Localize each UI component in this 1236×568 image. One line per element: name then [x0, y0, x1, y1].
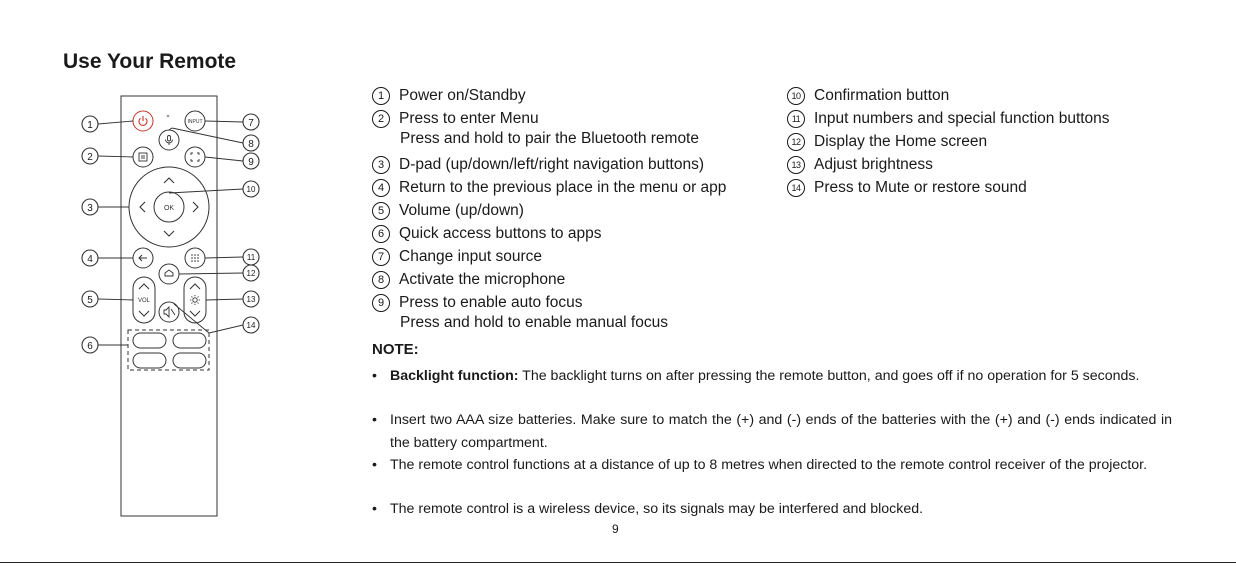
legend-number: 10	[787, 87, 805, 105]
app-button-4	[173, 353, 206, 368]
mic-led	[167, 115, 170, 118]
legend-item-5	[372, 199, 524, 222]
app-button-2	[173, 333, 206, 348]
page-title: Use Your Remote	[63, 50, 237, 73]
callout-11: 11	[246, 253, 256, 262]
dpad-right	[193, 202, 198, 212]
legend-text: Change input source	[399, 248, 543, 265]
home-button	[159, 264, 179, 284]
callout-3: 3	[87, 203, 93, 214]
legend-text: Confirmation button	[814, 87, 950, 104]
legend-text: Display the Home screen	[814, 133, 988, 150]
bullet: •	[372, 412, 377, 428]
callout-7: 7	[248, 118, 254, 129]
dpad-left	[140, 202, 145, 212]
note-item-2	[372, 409, 1172, 454]
legend-text: Power on/Standby	[399, 87, 526, 104]
legend-item-3	[372, 153, 704, 176]
legend-item-14	[787, 176, 1027, 199]
note-item-4	[372, 498, 1172, 521]
volume-up	[139, 284, 149, 289]
dpad-down	[164, 231, 174, 236]
legend-item-2-line-2: Press and hold to pair the Bluetooth remote	[400, 130, 699, 147]
vol-label: VOL	[137, 298, 151, 304]
input-button-label: INPUT	[187, 119, 203, 125]
legend-text: Press to enter Menu	[399, 110, 539, 127]
back-arrow-icon	[139, 255, 147, 261]
legend-item-10	[787, 84, 949, 107]
callout-12: 12	[246, 269, 256, 278]
note-text: Insert two AAA size batteries. Make sure to match the (+) and (-) ends of the batteries with the (+) and (-) ends indicated in the battery compartment.	[390, 412, 1172, 451]
legend-number: 7	[372, 248, 390, 266]
numbers-icon	[191, 254, 199, 262]
note-text: The backlight turns on after pressing the remote button, and goes off if no operation for 5 seconds.	[518, 368, 1140, 384]
legend-number: 11	[787, 110, 805, 128]
legend-text: Adjust brightness	[814, 156, 933, 173]
legend-number: 1	[372, 87, 390, 105]
callout-13: 13	[246, 295, 256, 304]
bullet: •	[372, 501, 377, 517]
remote-body	[121, 96, 217, 516]
menu-icon	[139, 153, 147, 161]
brightness-icon	[190, 295, 200, 305]
callout-2: 2	[87, 152, 93, 163]
legend-text: Volume (up/down)	[399, 202, 524, 219]
note-item-1	[372, 365, 1172, 388]
app-button-1	[133, 333, 166, 348]
brightness-up	[190, 284, 200, 289]
menu-button	[133, 147, 153, 167]
legend-item-4	[372, 176, 726, 199]
legend-number: 12	[787, 133, 805, 151]
bullet: •	[372, 457, 377, 473]
legend-number: 6	[372, 225, 390, 243]
legend-item-9-line-2: Press and hold to enable manual focus	[400, 314, 668, 331]
legend-number: 14	[787, 179, 805, 197]
page-number: 9	[612, 522, 619, 536]
focus-button	[185, 147, 205, 167]
legend-text: Press to enable auto focus	[399, 294, 583, 311]
microphone-icon	[166, 136, 173, 146]
callout-9: 9	[248, 157, 254, 168]
note-text: The remote control functions at a distance of up to 8 metres when directed to the remote control receiver of the projector.	[390, 457, 1148, 473]
volume-down	[139, 311, 149, 316]
home-icon	[165, 270, 173, 276]
mute-icon	[164, 307, 175, 317]
ok-button-label: OK	[163, 205, 175, 212]
callout-10: 10	[246, 185, 256, 194]
legend-number: 5	[372, 202, 390, 220]
legend-item-7	[372, 245, 542, 268]
focus-icon	[191, 153, 199, 161]
callout-1: 1	[87, 120, 93, 131]
legend-number: 13	[787, 156, 805, 174]
callout-4: 4	[87, 254, 93, 265]
legend-item-12	[787, 130, 987, 153]
note-item-3	[372, 454, 1172, 477]
note-heading: NOTE:	[372, 341, 419, 358]
legend-number: 3	[372, 156, 390, 174]
legend-item-6	[372, 222, 601, 245]
legend-item-8	[372, 268, 565, 291]
callout-numbers	[87, 118, 256, 352]
legend-number: 8	[372, 271, 390, 289]
note-bold-label: Backlight function:	[390, 368, 519, 384]
legend-number: 4	[372, 179, 390, 197]
legend-text: Activate the microphone	[399, 271, 566, 288]
legend-text: Input numbers and special function buttons	[814, 110, 1110, 127]
legend-item-1	[372, 84, 526, 107]
microphone-button	[159, 130, 179, 150]
callout-14: 14	[246, 321, 256, 330]
callout-6: 6	[87, 341, 93, 352]
callout-lines	[98, 121, 243, 345]
legend-text: D-pad (up/down/left/right navigation buttons)	[399, 156, 705, 173]
legend-item-13	[787, 153, 933, 176]
app-button-3	[133, 353, 166, 368]
legend-text: Quick access buttons to apps	[399, 225, 602, 242]
quick-access-area	[128, 330, 209, 370]
bullet: •	[372, 368, 377, 384]
legend-number: 9	[372, 294, 390, 312]
brightness-down	[190, 311, 200, 316]
legend-number: 2	[372, 110, 390, 128]
note-text: The remote control is a wireless device, so its signals may be interfered and blocked.	[390, 501, 924, 517]
callout-8: 8	[248, 139, 254, 150]
callout-5: 5	[87, 295, 93, 306]
dpad-up	[164, 178, 174, 183]
footer-divider	[0, 562, 1236, 563]
legend-text: Press to Mute or restore sound	[814, 179, 1027, 196]
legend-text: Return to the previous place in the menu or app	[399, 179, 727, 196]
legend-item-11	[787, 107, 1110, 130]
power-icon	[139, 116, 147, 125]
